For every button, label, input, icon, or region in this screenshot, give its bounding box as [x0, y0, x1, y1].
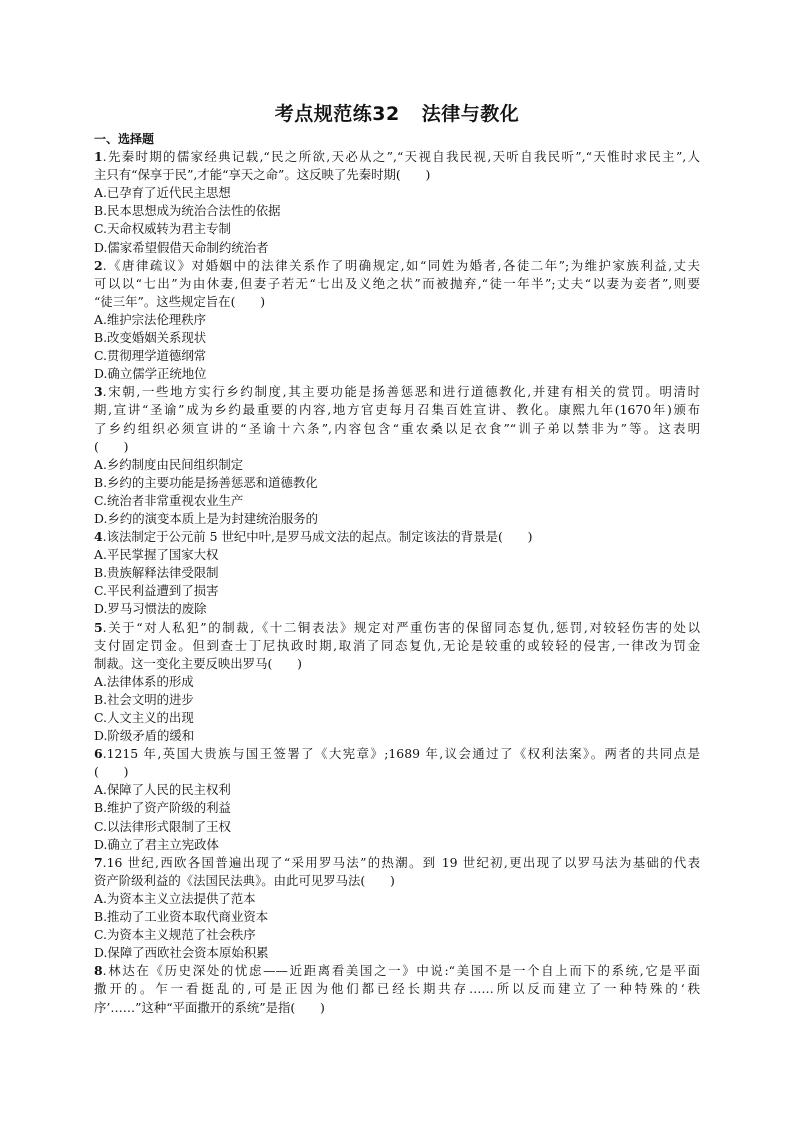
answer-option[interactable]: D.乡约的演变本质上是为封建统治服务的 [94, 510, 319, 526]
question-2 [94, 257, 700, 384]
question-stem-line [94, 438, 700, 456]
question-stem-line [94, 655, 700, 673]
question-stem-line [94, 148, 700, 166]
question-number: 5 [94, 619, 103, 635]
answer-option[interactable]: B.推动了工业资本取代商业资本 [94, 909, 269, 925]
question-stem-line [94, 854, 700, 872]
question-stem-text: 序’……”这种“平面撒开的系统”是指( ) [94, 999, 325, 1015]
question-stem-text: .16 世纪,西欧各国普遍出现了“采用罗马法”的热潮。到 19 世纪初,更出现了以罗马法为基础的代表 [102, 854, 700, 870]
question-5 [94, 619, 700, 746]
question-stem-text: .该法制定于公元前 5 世纪中叶,是罗马成文法的起点。制定该法的背景是( ) [102, 529, 533, 545]
answer-option[interactable]: B.贵族解释法律受限制 [94, 565, 219, 581]
question-stem-line [94, 257, 700, 275]
answer-option[interactable]: D.阶级矛盾的缓和 [94, 728, 195, 744]
question-stem-line [94, 275, 700, 293]
question-stem-line [94, 962, 700, 980]
question-stem-text: .《唐律疏议》对婚姻中的法律关系作了明确规定,如“同姓为婚者,各徒二年”;为维护家族利益,丈夫 [102, 257, 700, 273]
section-heading: 一、选择题 [94, 132, 155, 146]
question-6 [94, 745, 700, 854]
answer-option[interactable]: A.保障了人民的民主权利 [94, 782, 231, 798]
answer-option[interactable]: C.平民利益遭到了损害 [94, 583, 219, 599]
answer-option[interactable]: B.维护了资产阶级的利益 [94, 800, 231, 816]
question-stem-line [94, 166, 700, 184]
answer-option[interactable]: B.社会文明的进步 [94, 691, 194, 707]
question-number: 1 [94, 149, 103, 165]
question-4 [94, 528, 700, 618]
answer-option[interactable]: B.民本思想成为统治合法性的依据 [94, 203, 281, 219]
answer-option[interactable]: D.确立了君主立宪政体 [94, 836, 219, 852]
title-topic: 法律与教化 [421, 103, 520, 125]
question-stem-text: “徒三年”。这些规定旨在( ) [94, 293, 266, 309]
answer-option[interactable]: C.贯彻理学道德纲常 [94, 348, 207, 364]
answer-option[interactable]: D.保障了西欧社会资本原始积累 [94, 945, 269, 961]
question-stem-line [94, 619, 700, 637]
answer-option[interactable]: A.为资本主义立法提供了范本 [94, 890, 256, 906]
question-stem-line [94, 872, 700, 890]
questions-container [94, 148, 700, 1017]
question-number: 2 [94, 257, 103, 273]
question-8 [94, 962, 700, 1016]
question-stem-line [94, 383, 700, 401]
question-number: 8 [94, 963, 103, 979]
question-stem-line [94, 401, 700, 419]
answer-option[interactable]: B.乡约的主要功能是扬善惩恶和道德教化 [94, 474, 318, 490]
answer-option[interactable]: B.改变婚姻关系现状 [94, 330, 207, 346]
question-stem-line [94, 980, 700, 998]
question-stem-line [94, 745, 700, 763]
answer-option[interactable]: C.以法律形式限制了王权 [94, 818, 231, 834]
question-stem-text: .宋朝,一些地方实行乡约制度,其主要功能是扬善惩恶和进行道德教化,并建有相关的赏罚。明清时 [102, 384, 700, 400]
answer-option[interactable]: A.乡约制度由民间组织制定 [94, 456, 244, 472]
answer-option[interactable]: A.维护宗法伦理秩序 [94, 311, 207, 327]
answer-option[interactable]: A.平民掌握了国家大权 [94, 547, 219, 563]
question-number: 4 [94, 529, 103, 545]
page-title [0, 99, 794, 126]
question-stem-text: 了乡约组织必须宣讲的“圣谕十六条”,内容包含“重农桑以足衣食”“训子弟以禁非为”等。这表明 [94, 420, 700, 436]
question-stem-line [94, 637, 700, 655]
question-1 [94, 148, 700, 257]
answer-option[interactable]: C.为资本主义规范了社会秩序 [94, 927, 256, 943]
question-stem-text: 资产阶级利益的《法国民法典》。由此可见罗马法( ) [94, 872, 395, 888]
question-stem-text: .林达在《历史深处的忧虑——近距离看美国之一》中说:“美国不是一个自上而下的系统,它是平面 [102, 963, 700, 979]
title-main: 考点规范练32 [274, 103, 400, 125]
question-stem-text: 制裁。这一变化主要反映出罗马( ) [94, 655, 302, 671]
answer-option[interactable]: D.罗马习惯法的废除 [94, 601, 207, 617]
answer-option[interactable]: C.统治者非常重视农业生产 [94, 492, 244, 508]
question-stem-text: .先秦时期的儒家经典记载,“民之所欲,天必从之”,“天视自我民视,天听自我民听”,“天惟时求民主”,人 [102, 149, 700, 165]
question-stem-text: .1215 年,英国大贵族与国王签署了《大宪章》;1689 年,议会通过了《权利法案》。两者的共同点是 [102, 746, 700, 762]
answer-option[interactable]: C.天命权威转为君主专制 [94, 221, 231, 237]
answer-option[interactable]: C.人文主义的出现 [94, 710, 194, 725]
answer-option[interactable]: D.儒家希望假借天命制约统治者 [94, 239, 269, 255]
answer-option[interactable]: A.法律体系的形成 [94, 673, 194, 689]
question-number: 3 [94, 384, 103, 400]
answer-option[interactable]: D.确立儒学正统地位 [94, 366, 207, 382]
question-7 [94, 854, 700, 963]
question-stem-text: 支付固定罚金。但到查士丁尼执政时期,取消了同态复仇,无论是较重的或较轻的侵害,一律改为罚金 [94, 637, 700, 653]
question-stem-text: ( ) [94, 764, 129, 780]
question-number: 7 [94, 854, 103, 870]
question-number: 6 [94, 746, 103, 762]
question-stem-text: 期,宣讲“圣谕”成为乡约最重要的内容,地方官吏每月召集百姓宣讲、教化。康熙九年(1670年)颁布 [94, 402, 700, 418]
question-stem-line [94, 420, 700, 438]
question-stem-line [94, 528, 700, 546]
question-stem-line [94, 293, 700, 311]
question-list [94, 130, 700, 1017]
answer-option[interactable]: A.已孕育了近代民主思想 [94, 185, 231, 201]
question-stem-line [94, 999, 700, 1017]
question-stem-text: 可以以“七出”为由休妻,但妻子若无“七出及义绝之状”而被抛弃,“徒一年半”;丈夫“以妻为妾者”,则要 [94, 275, 700, 291]
question-stem-line [94, 763, 700, 781]
question-3 [94, 383, 700, 528]
question-stem-text: .关于“对人私犯”的制裁,《十二铜表法》规定对严重伤害的保留同态复仇,惩罚,对较轻伤害的处以 [102, 619, 700, 635]
question-stem-text: 主只有“保享于民”,才能“享天之命”。这反映了先秦时期( ) [94, 167, 431, 183]
question-stem-text: ( ) [94, 438, 129, 454]
question-stem-text: 撒开的。乍一看挺乱的,可是正因为他们都已经长期共存……所以反而建立了一种特殊的‘秩 [94, 981, 700, 997]
